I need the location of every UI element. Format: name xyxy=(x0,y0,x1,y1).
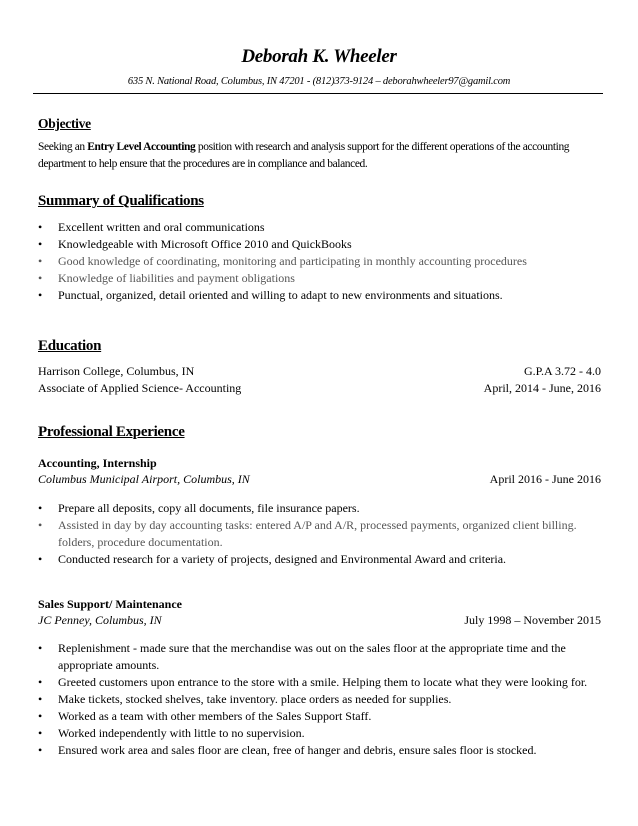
list-item xyxy=(38,236,603,253)
duty-text: Greeted customers upon entrance to the store with a smile. Helping them to locate what they were looking for. xyxy=(58,675,588,689)
objective-heading: Objective xyxy=(38,116,91,131)
education-dates: April, 2014 - June, 2016 xyxy=(483,381,601,395)
duty-text: Ensured work area and sales floor are clean, free of hanger and debris, ensure sales floor is stocked. xyxy=(58,743,537,757)
bullet-icon: • xyxy=(38,220,43,234)
bullet-icon: • xyxy=(38,726,43,740)
duty-text: Conducted research for a variety of projects, designed and Environmental Award and criteria. xyxy=(58,552,507,566)
bullet-icon: • xyxy=(38,675,43,689)
contact-line: 635 N. National Road, Columbus, IN 47201 - (812)373-9124 – deborahwheeler97@gamil.com xyxy=(127,76,511,87)
list-item xyxy=(38,691,603,708)
job-dates: July 1998 – November 2015 xyxy=(464,613,601,627)
experience-heading: Professional Experience xyxy=(38,424,185,440)
school-name: Harrison College, Columbus, IN xyxy=(38,364,195,378)
duty-text: Worked independently with little to no supervision. xyxy=(58,726,305,740)
duty-text: Replenishment - made sure that the merchandise was out on the sales floor at the appropriate time and the appropriate amounts. xyxy=(58,641,566,672)
list-item xyxy=(38,500,603,517)
candidate-name: Deborah K. Wheeler xyxy=(241,46,397,67)
gpa: G.P.A 3.72 - 4.0 xyxy=(523,364,601,378)
bullet-icon: • xyxy=(38,254,43,268)
list-item xyxy=(38,253,603,270)
job-title: Accounting, Internship xyxy=(38,456,157,470)
header-divider xyxy=(33,93,603,94)
duty-text: Prepare all deposits, copy all documents, file insurance papers. xyxy=(58,501,360,515)
bullet-icon: • xyxy=(38,692,43,706)
degree: Associate of Applied Science- Accounting xyxy=(38,381,242,395)
list-item xyxy=(38,517,603,551)
list-item xyxy=(38,287,603,304)
bullet-icon: • xyxy=(38,501,43,515)
bullet-icon: • xyxy=(38,709,43,723)
job-title: Sales Support/ Maintenance xyxy=(38,597,183,611)
duty-text: Worked as a team with other members of the Sales Support Staff. xyxy=(58,709,372,723)
qualification-text: Knowledgeable with Microsoft Office 2010 and QuickBooks xyxy=(58,237,352,251)
qualification-text: Punctual, organized, detail oriented and willing to adapt to new environments and situations. xyxy=(58,288,503,302)
job-org: Columbus Municipal Airport, Columbus, IN xyxy=(38,472,250,486)
objective-text-suffix: position with research and analysis support for the different operations of the accounting department to help ensure that the procedures are in compliance and balanced. xyxy=(38,141,570,170)
qualification-text: Good knowledge of coordinating, monitoring and participating in monthly accounting procedures xyxy=(58,254,527,268)
list-item xyxy=(38,640,603,674)
bullet-icon: • xyxy=(38,271,43,285)
duty-text: Assisted in day by day accounting tasks: entered A/P and A/R, processed payments, organized client billing. folders, procedure documentation. xyxy=(58,518,577,549)
bullet-icon: • xyxy=(38,552,43,566)
job-org-row xyxy=(38,472,601,487)
objective-text-prefix: Seeking an xyxy=(38,141,88,153)
job-org: JC Penney, Columbus, IN xyxy=(38,613,162,627)
education-school-row xyxy=(38,364,601,379)
bullet-icon: • xyxy=(38,641,43,655)
job-org-row xyxy=(38,613,601,628)
bullet-icon: • xyxy=(38,237,43,251)
list-item xyxy=(38,708,603,725)
list-item xyxy=(38,725,603,742)
qualifications-heading: Summary of Qualifications xyxy=(38,193,204,209)
bullet-icon: • xyxy=(38,288,43,302)
list-item xyxy=(38,219,603,236)
education-degree-row xyxy=(38,381,601,396)
qualification-text: Excellent written and oral communications xyxy=(58,220,265,234)
bullet-icon: • xyxy=(38,518,43,532)
objective-position: Entry Level Accounting xyxy=(87,141,196,153)
list-item xyxy=(38,270,603,287)
bullet-icon: • xyxy=(38,743,43,757)
job-duties-list xyxy=(38,640,603,759)
education-heading: Education xyxy=(38,338,102,354)
job-duties-list xyxy=(38,500,603,568)
duty-text: Make tickets, stocked shelves, take inventory. place orders as needed for supplies. xyxy=(58,692,452,706)
job-dates: April 2016 - June 2016 xyxy=(489,472,601,486)
objective-text xyxy=(38,139,603,173)
list-item xyxy=(38,551,603,568)
qualifications-list xyxy=(38,219,603,304)
qualification-text: Knowledge of liabilities and payment obligations xyxy=(58,271,295,285)
list-item xyxy=(38,742,603,759)
list-item xyxy=(38,674,603,691)
